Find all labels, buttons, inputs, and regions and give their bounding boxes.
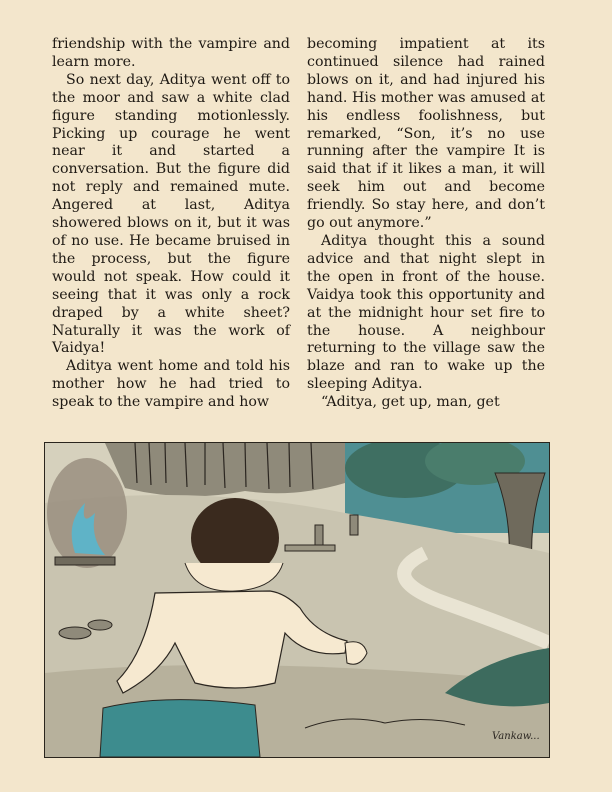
- man-dhoti: [100, 700, 260, 757]
- text-column-right: [307, 36, 545, 412]
- story-illustration: [44, 442, 550, 758]
- paragraph: Aditya went home and told his mother how he had tried to speak to the vampire and how: [52, 358, 290, 411]
- paragraph: friendship with the vampire and learn more.: [52, 36, 290, 70]
- paragraph: Aditya thought this a sound advice and that night slept in the open in front of the house. Vaidya took this opportunity and at the midnight hour set fire to the house. A neighbour returning to the village saw the blaze and ran to wake up the sleeping Aditya.: [307, 232, 545, 393]
- illustration-drawing: [45, 443, 549, 757]
- rock: [59, 627, 91, 639]
- tomb-slab: [285, 545, 335, 551]
- artist-signature: Vankaw...: [492, 731, 540, 742]
- distant-forest: [105, 443, 345, 496]
- paragraph: So next day, Aditya went off to the moor and saw a white clad figure standing motionlessly. Picking up courage he went near it and started a conversation. But the figure did not reply and remained mute. Angered at last, Aditya showered blows on it, but it was of no use. He became bruised in the process, but the figure would not speak. How could it seeing that it was only a rock draped by a white sheet? Naturally it was the work of Vaidya!: [52, 71, 290, 357]
- pyre: [55, 557, 115, 565]
- rock: [88, 620, 112, 630]
- paragraph: becoming impatient at its continued silence had rained blows on it, and had injured his hand. His mother was amused at his endless foolishness, but remarked, “Son, it’s no use running after the vampire It is said that if it likes a man, it will seek him out and become friendly. So stay here, and don’t go out anymore.”: [307, 36, 545, 232]
- paragraph: “Aditya, get up, man, get: [321, 394, 500, 411]
- tombstone: [350, 515, 358, 535]
- text-column-left: [52, 36, 290, 412]
